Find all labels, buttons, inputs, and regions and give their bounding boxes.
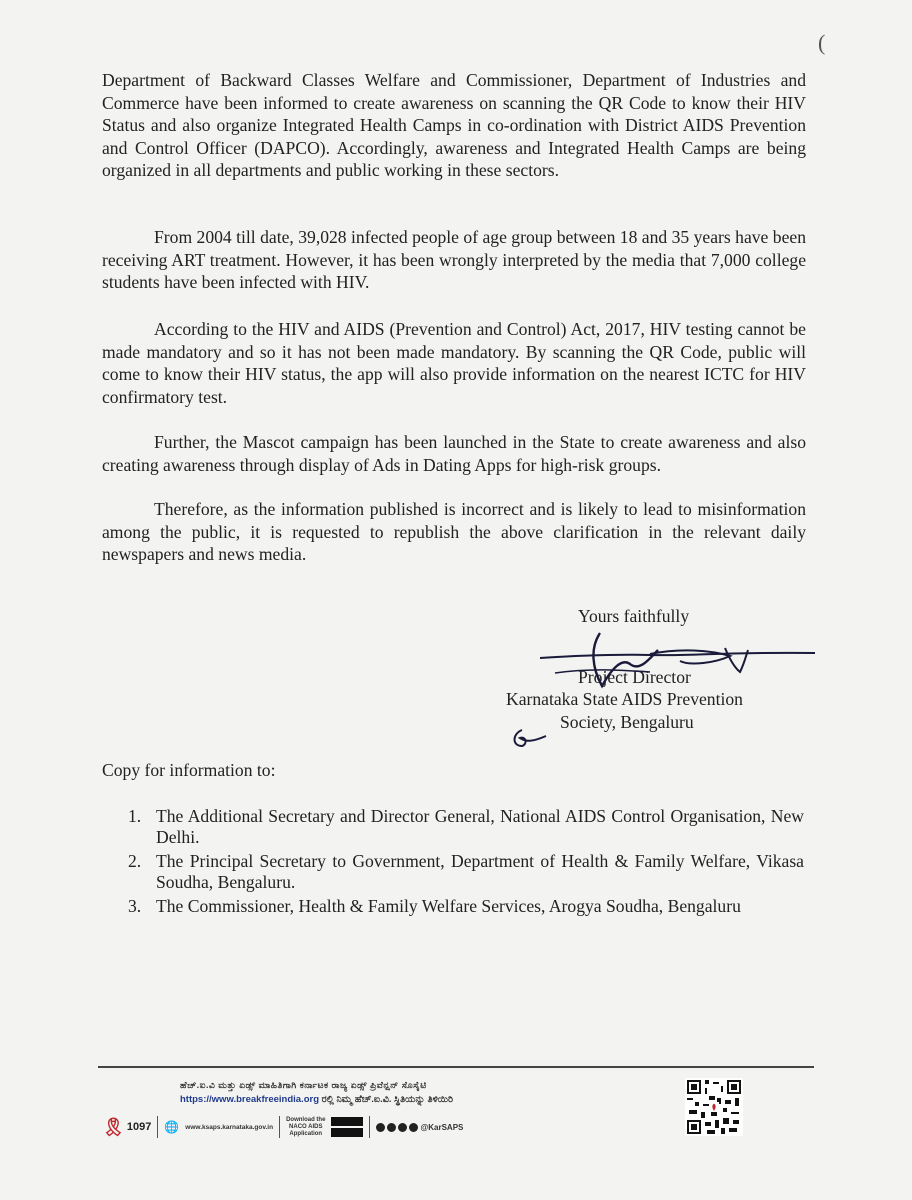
social-handles[interactable]: [376, 1123, 463, 1132]
paragraph-2: From 2004 till date, 39,028 infected people of age group between 18 and 35 years have been receiving ART treatment. However, it has been wrongly interpreted by the media that 7,000 college students have been infected with HIV.: [102, 227, 806, 292]
ksaps-link[interactable]: www.ksaps.karnataka.gov.in: [185, 1123, 274, 1131]
footer-divider: [98, 1066, 814, 1068]
paragraph-4: Further, the Mascot campaign has been launched in the State to create awareness and also creating awareness through display of Ads in Dating Apps for high-risk groups.: [102, 432, 806, 475]
list-item: [128, 806, 804, 848]
list-number: 1.: [128, 806, 142, 826]
divider: [157, 1116, 158, 1138]
list-text: The Additional Secretary and Director General, National AIDS Control Organisation, New Delhi.: [156, 806, 804, 847]
youtube-icon: [409, 1123, 418, 1132]
helpline-number: 1097: [126, 1121, 152, 1133]
signatory-org-line1: Karnataka State AIDS Prevention: [506, 689, 743, 709]
list-text: The Commissioner, Health & Family Welfare Services, Arogya Soudha, Bengaluru: [156, 896, 741, 916]
paragraph-1: Department of Backward Classes Welfare and Commissioner, Department of Industries and Commerce have been informed to create awareness on scanning the QR Code to know their HIV Status and also organize Integrated Health Camps in co-ordination with District AIDS Prevention and Control Officer (DAPCO). Accordingly, awareness and Integrated Health Camps are being organized in all departments and public working in these sectors.: [102, 70, 806, 180]
twitter-icon: [387, 1123, 396, 1132]
list-number: 3.: [128, 896, 142, 916]
facebook-icon: [376, 1123, 385, 1132]
signatory-title: Project Director: [578, 666, 691, 687]
closing-text: Yours faithfully: [578, 606, 690, 626]
instagram-icon: [398, 1123, 407, 1132]
footer-badges: [102, 1116, 463, 1138]
red-ribbon-icon: 🎗: [102, 1116, 125, 1137]
naco-line1: Download the: [286, 1116, 326, 1123]
handwritten-signature: [530, 628, 820, 698]
footer-kannada-line1: ಹೆಚ್.ಐ.ವಿ ಮತ್ತು ಏಡ್ಸ್ ಮಾಹಿತಿಗಾಗಿ ಕರ್ನಾಟಕ ರಾಜ್ಯ ಏಡ್ಸ್ ಪ್ರಿವೆನ್ಷನ್ ಸೊಸೈಟಿ: [180, 1080, 427, 1090]
list-item: [128, 896, 804, 917]
copy-heading: Copy for information to:: [102, 760, 276, 780]
google-play-badge[interactable]: [331, 1117, 363, 1126]
footer-kannada-line2: ರಲ್ಲಿ ನಿಮ್ಮ ಹೆಚ್.ಐ.ವಿ. ಸ್ಥಿತಿಯನ್ನು ತಿಳಿಯಿರಿ: [321, 1094, 453, 1105]
divider: [279, 1116, 280, 1138]
signatory-org-line2: Society, Bengaluru: [560, 711, 694, 732]
naco-line2: NACO AIDS: [289, 1123, 323, 1130]
paragraph-3: According to the HIV and AIDS (Prevention and Control) Act, 2017, HIV testing cannot be made mandatory and so it has not been made mandatory. By scanning the QR Code, public will come to know their HIV status, the app will also provide information on the nearest ICTC for HIV confirmatory test.: [102, 319, 806, 407]
footer-line2: [180, 1094, 453, 1105]
app-store-badges[interactable]: [331, 1117, 363, 1137]
footer: [98, 1076, 818, 1146]
globe-icon: 🌐: [164, 1120, 180, 1134]
paragraph-5: Therefore, as the information published is incorrect and is likely to lead to misinformation among the public, it is requested to republish the above clarification in the relevant daily newspapers and news media.: [102, 499, 806, 564]
helpline-badge: [102, 1117, 151, 1138]
corner-mark: (: [818, 30, 826, 55]
breakfree-link[interactable]: https://www.breakfreeindia.org: [180, 1094, 320, 1105]
qr-code-icon[interactable]: [685, 1078, 743, 1136]
list-number: 2.: [128, 851, 142, 871]
naco-app-label: [286, 1117, 325, 1138]
app-store-badge[interactable]: [331, 1128, 363, 1137]
naco-line3: Application: [289, 1130, 323, 1137]
list-text: The Principal Secretary to Government, Department of Health & Family Welfare, Vikasa Soudha, Bengaluru.: [156, 851, 804, 892]
handwritten-initials: [508, 726, 552, 754]
social-handle: @KarSAPS: [420, 1122, 464, 1132]
list-item: [128, 851, 804, 893]
copy-list: [128, 806, 804, 917]
divider: [369, 1116, 370, 1138]
